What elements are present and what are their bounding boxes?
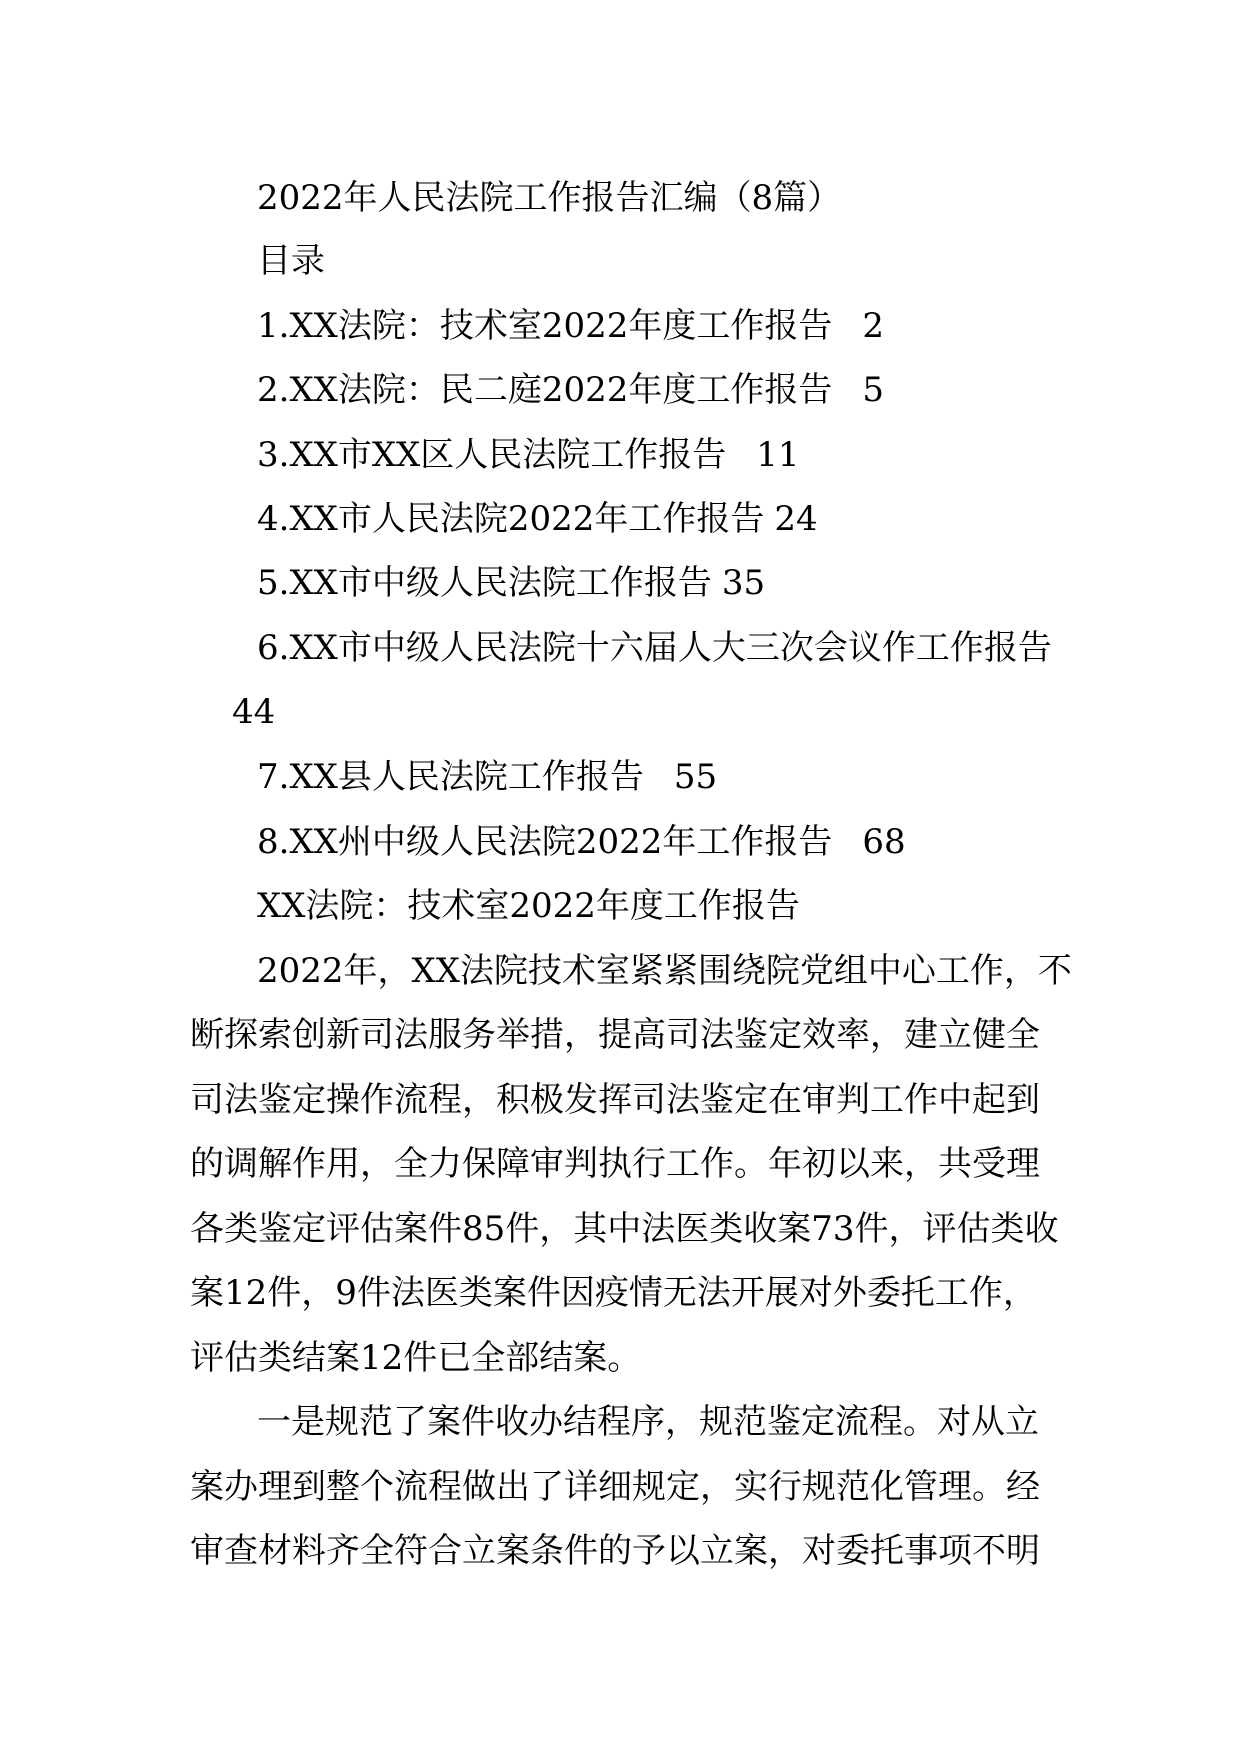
toc-entry-label: 5.XX市中级人民法院工作报告 [257,563,712,603]
toc-entry-page: 2 [862,306,885,346]
section-title: XX法院：技术室2022年度工作报告 [257,886,800,926]
toc-entry [257,368,884,412]
toc-entry-label: 7.XX县人民法院工作报告 [257,757,644,797]
paragraph-line: 2022年，XX法院技术室紧紧围绕院党组中心工作，不 [257,951,1072,991]
toc-entry [257,755,717,799]
toc-entry-label: 3.XX市XX区人民法院工作报告 [257,435,727,475]
paragraph-line: 案办理到整个流程做出了详细规定，实行规范化管理。经 [190,1467,1040,1507]
paragraph-line: 案12件，9件法医类案件因疫情无法开展对外委托工作， [190,1273,1037,1313]
toc-heading: 目录 [257,241,325,281]
toc-entry-page: 44 [232,692,276,732]
paragraph-line: 司法鉴定操作流程，积极发挥司法鉴定在审判工作中起到 [190,1080,1040,1120]
toc-entry [257,304,884,348]
paragraph-line: 断探索创新司法服务举措，提高司法鉴定效率，建立健全 [190,1015,1040,1055]
toc-entry-label: 1.XX法院：技术室2022年度工作报告 [257,306,833,346]
toc-entry-page: 11 [756,435,800,475]
toc-entry-label: 4.XX市人民法院2022年工作报告 [257,499,765,539]
paragraph-line: 评估类结案12件已全部结案。 [190,1338,642,1378]
paragraph-line: 一是规范了案件收办结程序，规范鉴定流程。对从立 [257,1402,1039,1442]
toc-entry [257,433,800,477]
toc-entry-page: 55 [673,757,718,797]
toc-entry-page: 24 [774,499,818,539]
toc-entry [257,561,765,605]
toc-entry-label: 8.XX州中级人民法院2022年工作报告 [257,822,833,862]
paragraph-line: 审查材料齐全符合立案条件的予以立案，对委托事项不明 [190,1531,1040,1571]
toc-entry [257,820,906,864]
toc-entry-label: 2.XX法院：民二庭2022年度工作报告 [257,370,833,410]
paragraph-line: 各类鉴定评估案件85件，其中法医类收案73件，评估类收 [190,1209,1059,1249]
toc-entry [257,497,818,541]
document-title: 2022年人民法院工作报告汇编（8篇） [257,178,842,218]
paragraph-line: 的调解作用，全力保障审判执行工作。年初以来，共受理 [190,1144,1040,1184]
toc-entry-page: 68 [862,822,906,862]
toc-entry-page: 35 [721,563,766,603]
toc-entry-page: 5 [862,370,885,410]
toc-entry-label: 6.XX市中级人民法院十六届人大三次会议作工作报告 [257,628,1052,668]
